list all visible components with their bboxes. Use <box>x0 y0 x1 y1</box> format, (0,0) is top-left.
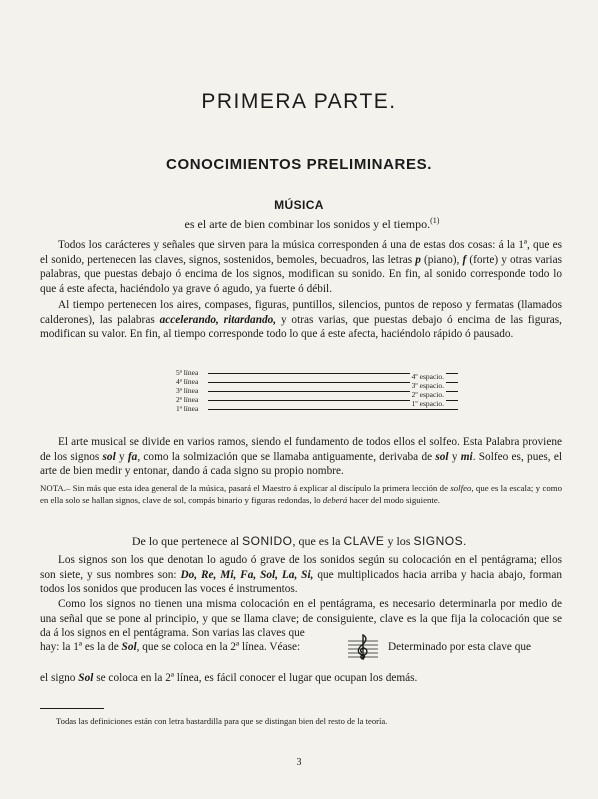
l3-sol: Sol <box>78 672 94 684</box>
p2-tempo-terms: accelerando, ritardando, <box>159 313 277 326</box>
note-text-b: , que es la escala; y como en ella solo se hallan signos, clave de sol, compás binario y figuras redondas, lo <box>40 483 562 505</box>
section2-signos: SIGNOS <box>413 534 464 548</box>
clef-sol: Sol <box>121 641 137 653</box>
p1-piano-sign: p <box>415 253 421 266</box>
treble-clef-icon <box>348 634 378 660</box>
p3-text-b: y <box>115 450 128 463</box>
p3-sol-2: sol <box>435 450 449 463</box>
clef-text-a: hay: la 1ª es la de <box>40 641 122 653</box>
paragraph-tempo <box>40 298 562 342</box>
paragraph-solfeo <box>40 435 562 479</box>
p3-sol: sol <box>102 450 116 463</box>
p2-text-b: y otras varias, que puestas debajo ó encima de las figuras, modifican su valor. En fin, al tiempo corresponde todo lo que á este afecta, haciéndolo rápido ó pausado. <box>40 313 562 341</box>
staff-line-label: 4ª línea <box>176 377 199 386</box>
definition-text: es el arte de bien combinar los sonidos y el tiempo. <box>184 217 431 231</box>
part-heading: PRIMERA PARTE. <box>201 90 397 113</box>
staff-space-label: 4º espacio. <box>411 372 444 381</box>
p1-text-c: (forte) y otras varias palabras, que puestas debajo ó encima de los signos, modifican su sonido. En fin, al sonido corresponde todo lo que á este afecta, haciéndolo ya grave ó agudo, ya fuerte ó débil. <box>40 253 562 295</box>
chapter-heading: CONOCIMIENTOS PRELIMINARES. <box>166 156 432 173</box>
l3-text-a: el signo <box>40 672 79 684</box>
staff-line-label: 3ª línea <box>176 386 199 395</box>
section2-text-a: De lo que pertenece al <box>131 534 243 548</box>
note-text-a: NOTA.– Sin más que esta idea general de la música, pasará el Maestro á explicar al discípulo la primera lección de <box>40 483 451 493</box>
l3-text-b: se coloca en la 2ª línea, es fácil conocer el lugar que ocupan los demás. <box>93 672 418 684</box>
note-solfeo: solfeo <box>450 483 472 493</box>
note-debera: deberá <box>322 495 348 505</box>
p3-text-a: El arte musical se divide en varios ramos, siendo el fundamento de todos ellos el solfeo. Esta Palabra proviene de los signos <box>40 436 562 463</box>
clef-text-b: , que se coloca en la 2ª línea. Véase: <box>136 641 301 653</box>
paragraph-characters <box>40 238 562 296</box>
section2-text-b: , que es la <box>292 534 344 548</box>
section-sound-heading <box>0 534 598 549</box>
staff-space-label: 2º espacio. <box>411 390 444 399</box>
footnote-divider <box>40 708 104 709</box>
p3-text-d: y <box>448 450 461 463</box>
staff-line-1 <box>176 404 458 414</box>
footnote: Todas las definiciones están con letra bastardilla para que se distingan bien del resto de la teoría. <box>56 716 388 726</box>
teacher-note <box>40 482 562 506</box>
clef-line-text <box>40 640 300 655</box>
staff-line-rule <box>208 409 458 410</box>
section2-text-d: . <box>463 534 467 548</box>
music-definition <box>62 216 562 232</box>
staff-line-label: 1ª línea <box>176 404 199 413</box>
footnote-mark: (1) <box>430 216 440 225</box>
p1-text-a: Todos los carácteres y señales que sirven para la música corresponden á una de estas dos cosas: á la 1ª, que es el sonido, pertenecen las claves, signos, sostenidos, bemoles, becuadros, las letras <box>40 239 562 266</box>
section2-clave: CLAVE <box>343 534 385 548</box>
p3-mi: mi <box>460 450 473 463</box>
p1-text-b: (piano), <box>420 253 463 266</box>
p4-note-names: Do, Re, Mi, Fa, Sol, La, Si, <box>180 568 314 581</box>
page-number: 3 <box>296 757 302 768</box>
p3-fa: fa <box>127 450 138 463</box>
staff-line-label: 5ª línea <box>176 368 199 377</box>
section-title-musica: MÚSICA <box>274 198 324 212</box>
note-text-c: hacer del modo siguiente. <box>347 495 440 505</box>
section2-text-c: y los <box>384 534 414 548</box>
clef-text-c: Determinado por esta clave que <box>388 641 532 653</box>
p3-text-e: . Solfeo es, pues, el arte de bien medir y entonar, dando á cada signo su propio nombre. <box>40 450 562 478</box>
section2-sonido: SONIDO <box>242 534 293 548</box>
staff-space-label: 1º espacio. <box>411 399 444 408</box>
p2-text-a: Al tiempo pertenecen los aires, compases, figuras, puntillos, silencios, puntos de reposo y fermatas (llamados calderones), las palabras <box>40 299 562 326</box>
staff-line-label: 2ª línea <box>176 395 199 404</box>
p1-forte-sign: f <box>462 253 467 266</box>
clef-example-line <box>40 634 562 660</box>
staff-space-label: 3º espacio. <box>411 381 444 390</box>
p5-line1: Como los signos no tienen una misma colocación en el pentágrama, es necesario determinarla por medio de una señal que se pone al principio, y que se llama clave; de consiguiente, clave es la que fija la colocación que se da á los signos en el pentágrama. Son varias las claves que <box>40 598 562 640</box>
p4-text-b: que multiplicados hacia arriba y hacia abajo, forman todos los sonidos que producen las voces é instrumentos. <box>40 568 563 596</box>
p3-text-c: , como la solmización que se llamaba antiguamente, derivaba de <box>137 450 436 463</box>
clef-conclusion-line <box>40 671 562 686</box>
paragraph-signs <box>40 553 562 597</box>
p4-text-a: Los signos son los que denotan lo agudo ó grave de los sonidos según su colocación en el pentágrama; ellos son siete, y sus nombres son: <box>40 554 562 581</box>
